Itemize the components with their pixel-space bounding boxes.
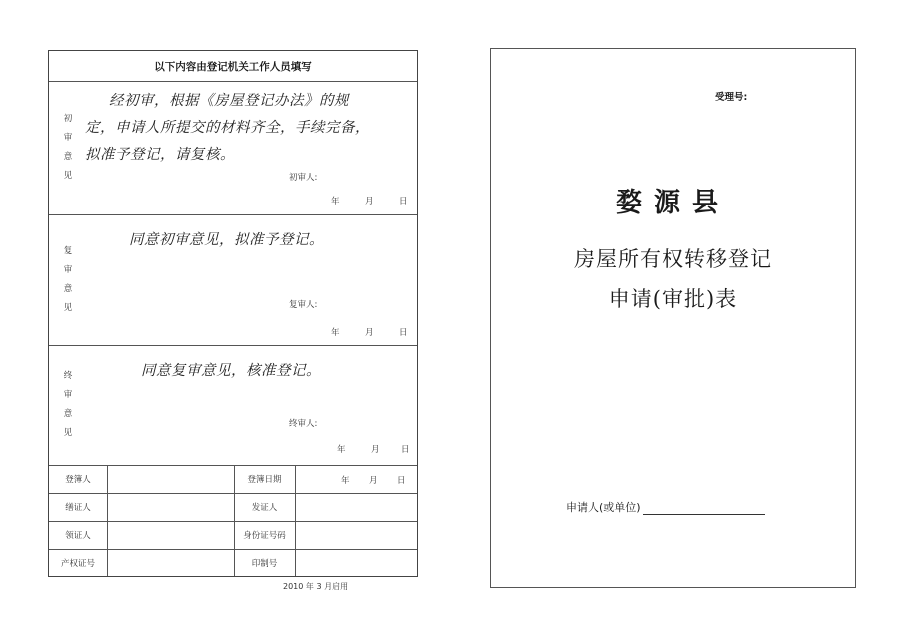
second-review-section — [49, 214, 417, 345]
property-certificate-number-label: 产权证号 — [60, 559, 95, 569]
registration-date: 年 月 日 — [341, 476, 406, 486]
id-number-label: 身份证号码 — [243, 531, 286, 541]
certificate-issuer-label: 发证人 — [251, 503, 278, 513]
second-reviewer-label: 复审人: — [289, 300, 318, 310]
preliminary-review-section — [49, 81, 417, 214]
preliminary-review-line-3: 拟准予登记，请复核。 — [85, 147, 235, 163]
applicant-blank-line — [643, 503, 765, 515]
print-number-label: 印制号 — [251, 559, 278, 569]
final-reviewer-label: 终审人: — [289, 419, 318, 429]
applicant-field — [566, 499, 765, 515]
final-review-date: 年 月 日 — [337, 445, 410, 455]
certificate-recipient-label: 领证人 — [65, 531, 91, 541]
final-review-label: 终审意见 — [63, 371, 73, 438]
approval-form-page — [48, 50, 418, 577]
certificate-preparer-label: 缮证人 — [65, 503, 91, 513]
preliminary-reviewer-label: 初审人: — [289, 173, 318, 183]
receipt-number-label: 受理号: — [715, 92, 748, 103]
applicant-label: 申请人(或单位) — [566, 501, 641, 514]
preliminary-review-label: 初审意见 — [63, 113, 73, 181]
second-review-text: 同意初审意见，拟准予登记。 — [129, 232, 324, 248]
staff-fill-header: 以下内容由登记机关工作人员填写 — [154, 60, 312, 73]
county-name: 婺源县 — [615, 188, 730, 218]
second-review-label: 复审意见 — [63, 245, 73, 313]
preliminary-review-line-2: 定，申请人所提交的材料齐全，手续完备， — [85, 120, 370, 136]
registration-table — [49, 465, 417, 576]
preliminary-review-line-1: 经初审，根据《房屋登记办法》的规 — [109, 93, 349, 109]
registrar-label: 登簿人 — [65, 475, 91, 485]
registration-date-label: 登簿日期 — [247, 475, 282, 485]
form-effective-date: 2010 年 3 月启用 — [283, 582, 349, 591]
second-review-date: 年 月 日 — [331, 328, 408, 338]
final-review-section — [49, 345, 417, 465]
final-review-text: 同意复审意见，核准登记。 — [141, 363, 321, 379]
form-cover-page — [490, 48, 856, 588]
form-title-line-1: 房屋所有权转移登记 — [574, 247, 772, 271]
form-title-line-2: 申请(审批)表 — [608, 287, 738, 311]
preliminary-review-date: 年 月 日 — [331, 197, 408, 207]
